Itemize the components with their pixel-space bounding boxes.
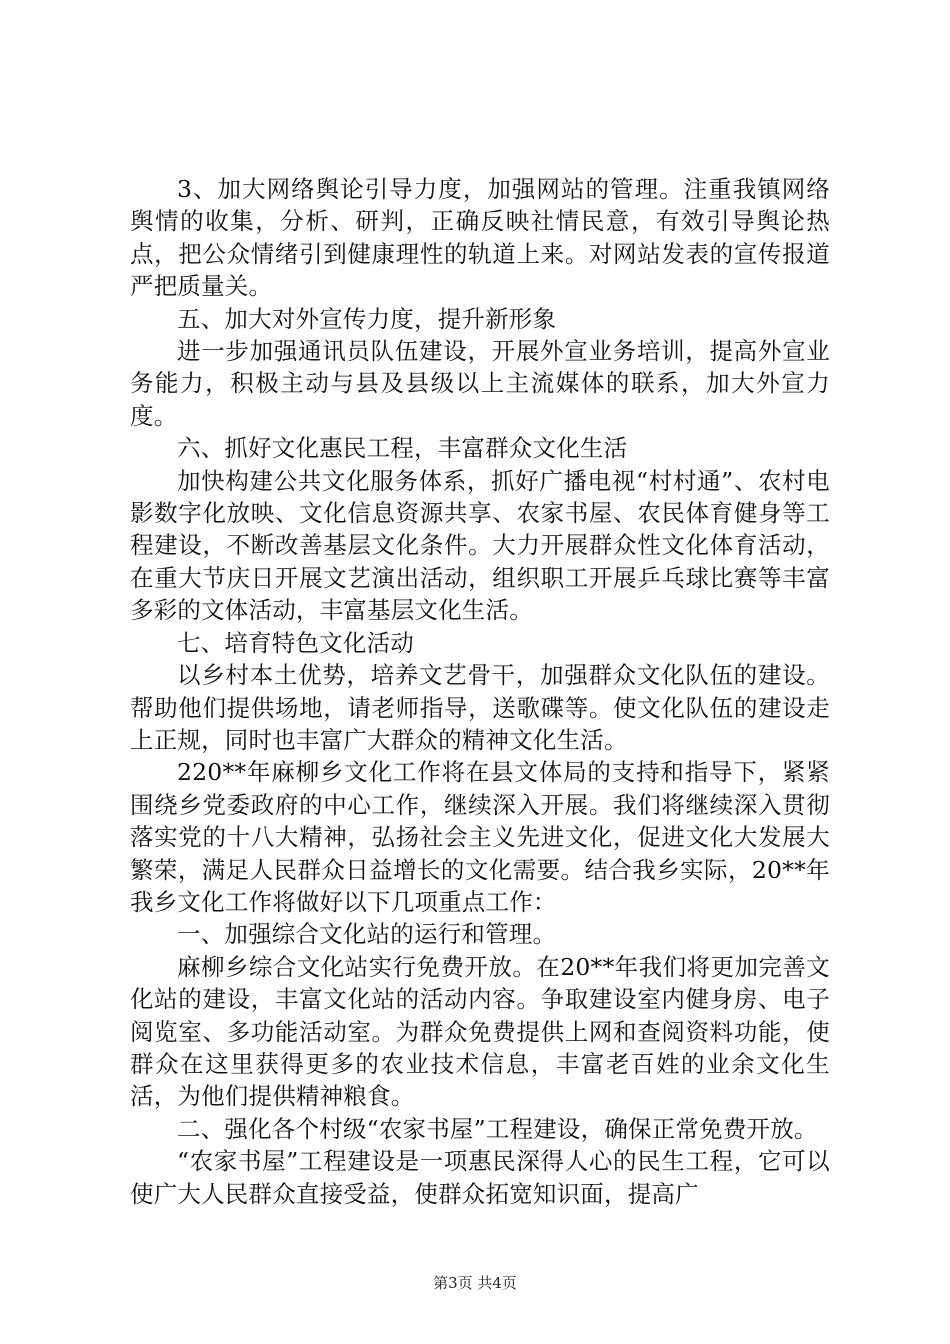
section-heading-6: 六、抓好文化惠民工程，丰富群众文化生活 <box>177 434 628 463</box>
paragraph-3: 加快构建公共文化服务体系，抓好广播电视“村村通”、农村电影数字化放映、文化信息资源共享、农家书屋、农民体育健身等工程建设，不断改善基层文化条件。大力开展群众性文化体育活动，在重大节庆日开展文艺演出活动，组织职工开展乒乓球比赛等丰富多彩的文体活动，丰富基层文化生活。 <box>130 466 830 625</box>
section-heading-7: 七、培育特色文化活动 <box>177 628 414 657</box>
paragraph-4: 以乡村本土优势，培养文艺骨干，加强群众文化队伍的建设。帮助他们提供场地，请老师指导，送歌碟等。使文化队伍的建设走上正规，同时也丰富广大群众的精神文化生活。 <box>130 661 830 754</box>
document-body <box>130 173 830 1210</box>
section-heading-1: 一、加强综合文化站的运行和管理。 <box>177 920 557 949</box>
paragraph-1: 3、加大网络舆论引导力度，加强网站的管理。注重我镇网络舆情的收集，分析、研判，正确反映社情民意，有效引导舆论热点，把公众情绪引到健康理性的轨道上来。对网站发表的宣传报道严把质量关。 <box>130 175 830 301</box>
paragraph-6: 麻柳乡综合文化站实行免费开放。在20**年我们将更加完善文化站的建设，丰富文化站的活动内容。争取建设室内健身房、电子阅览室、多功能活动室。为群众免费提供上网和查阅资料功能，使群众在这里获得更多的农业技术信息，丰富老百姓的业余文化生活，为他们提供精神粮食。 <box>130 952 830 1111</box>
paragraph-5: 220**年麻柳乡文化工作将在县文体局的支持和指导下，紧紧围绕乡党委政府的中心工作，继续深入开展。我们将继续深入贯彻落实党的十八大精神，弘扬社会主义先进文化，促进文化大发展大繁荣，满足人民群众日益增长的文化需要。结合我乡实际，20**年我乡文化工作将做好以下几项重点工作： <box>130 758 830 916</box>
paragraph-2: 进一步加强通讯员队伍建设，开展外宣业务培训，提高外宣业务能力，积极主动与县及县级以上主流媒体的联系，加大外宣力度。 <box>130 337 830 430</box>
section-heading-2: 二、强化各个村级“农家书屋”工程建设，确保正常免费开放。 <box>177 1114 818 1143</box>
page-footer: 第3页 共4页 <box>433 1274 517 1292</box>
paragraph-7: “农家书屋”工程建设是一项惠民深得人心的民生工程，它可以使广大人民群众直接受益，使群众拓宽知识面，提高广 <box>130 1147 830 1208</box>
section-heading-5: 五、加大对外宣传力度，提升新形象 <box>177 304 557 333</box>
